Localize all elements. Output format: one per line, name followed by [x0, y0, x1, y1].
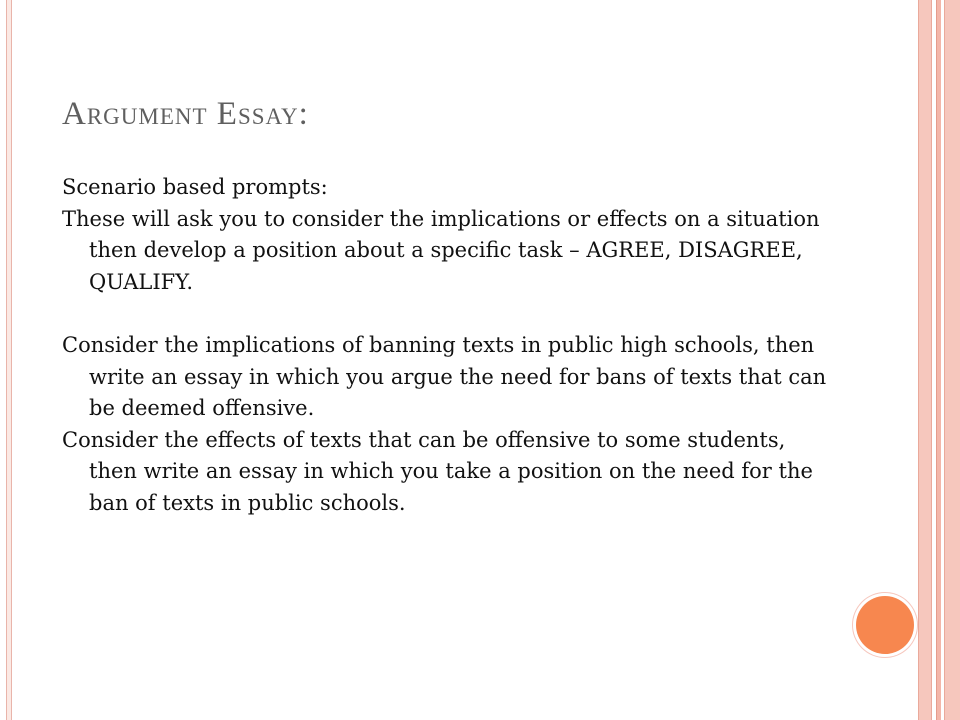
paragraph-spacer — [62, 298, 832, 330]
paragraph-scenario-heading: Scenario based prompts: — [62, 175, 328, 199]
decorative-bar — [918, 0, 932, 720]
paragraph-prompt-two: Consider the effects of texts that can be offensive to some students, then write an essay in which you take a position on the need for the ban of texts in public schools. — [62, 427, 813, 515]
right-decorative-bars — [918, 0, 960, 720]
paragraph-prompt-one: Consider the implications of banning texts in public high schools, then write an essay in which you argue the need for bans of texts that can be deemed offensive. — [62, 332, 827, 421]
decorative-bar — [944, 0, 960, 720]
slide-body — [62, 172, 832, 520]
slide-title: Argument Essay: — [62, 96, 309, 132]
paragraph-task-description: These will ask you to consider the implications or effects on a situation then develop a position about a specific task – AGREE, DISAGREE, QUALIFY. — [62, 206, 820, 294]
left-frame-border — [6, 0, 12, 720]
decorative-circle — [856, 596, 914, 654]
